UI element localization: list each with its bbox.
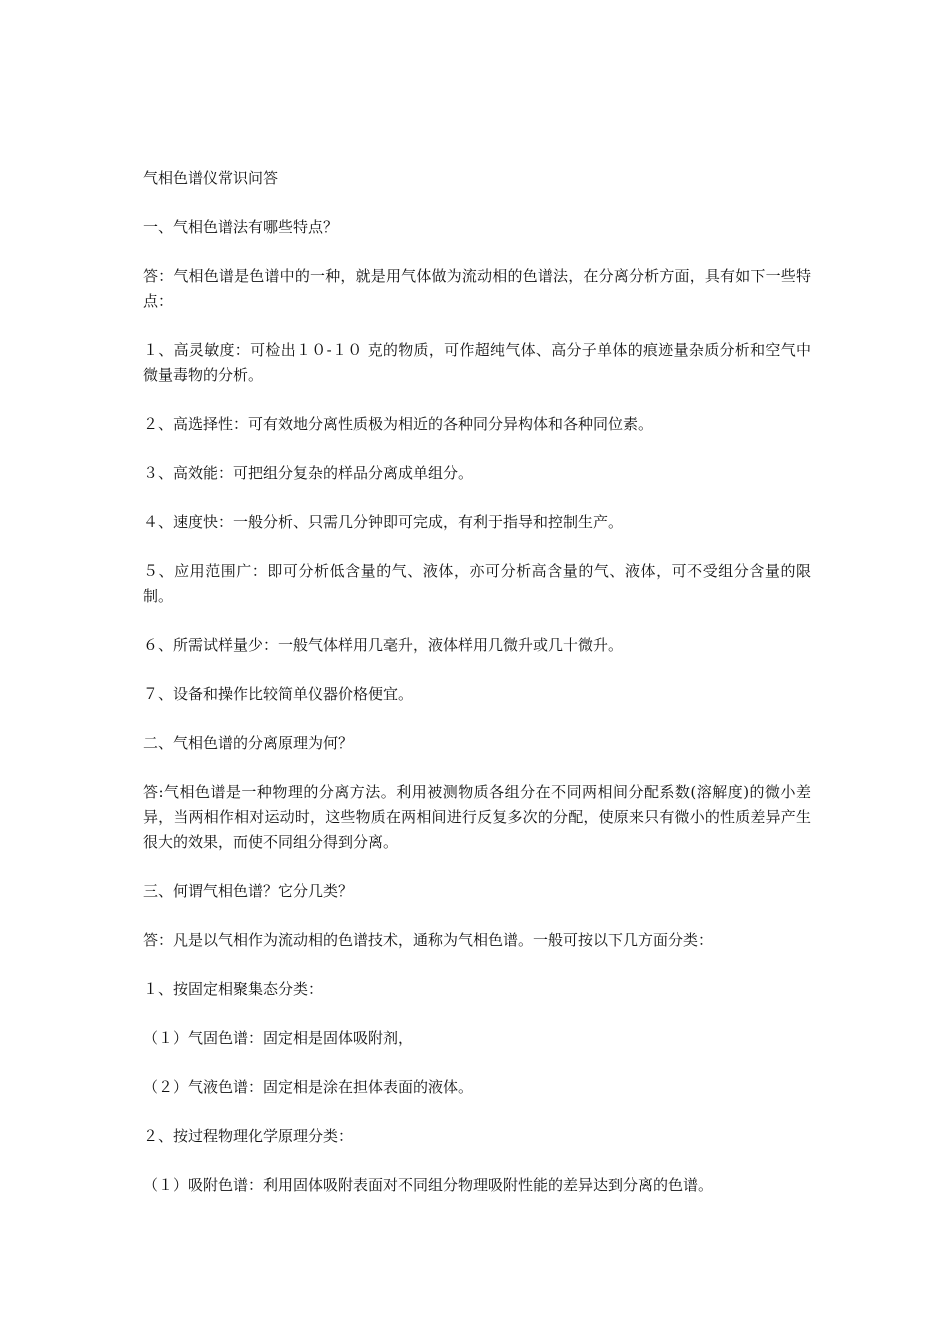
document-body [143, 166, 811, 1222]
feature-item-4: ４、速度快：一般分析、只需几分钟即可完成，有利于指导和控制生产。 [143, 513, 624, 531]
classification-item-2: ２、按过程物理化学原理分类： [143, 1127, 354, 1145]
document-title: 气相色谱仪常识问答 [143, 169, 279, 187]
feature-item-6: ６、所需试样量少：一般气体样用几毫升，液体样用几微升或几十微升。 [143, 636, 624, 654]
classification-item-1: １、按固定相聚集态分类： [143, 980, 324, 998]
question-heading-2: 二、气相色谱的分离原理为何？ [143, 734, 354, 752]
classification-subitem-2-1: （１）吸附色谱：利用固体吸附表面对不同组分物理吸附性能的差异达到分离的色谱。 [143, 1176, 714, 1194]
classification-subitem-1-2: （２）气液色谱：固定相是涂在担体表面的液体。 [143, 1078, 474, 1096]
classification-subitem-1-1: （１）气固色谱：固定相是固体吸附剂， [143, 1029, 414, 1047]
question-heading-3: 三、何谓气相色谱？它分几类？ [143, 882, 354, 900]
answer-paragraph-2: 答:气相色谱是一种物理的分离方法。利用被测物质各组分在不同两相间分配系数(溶解度)的微小差异，当两相作相对运动时，这些物质在两相间进行反复多次的分配，使原来只有微小的性质差异产生很大的效果，而使不同组分得到分离。 [143, 783, 811, 851]
feature-item-7: ７、设备和操作比较简单仪器价格便宜。 [143, 685, 414, 703]
feature-item-5: ５、应用范围广：即可分析低含量的气、液体，亦可分析高含量的气、液体，可不受组分含量的限制。 [143, 562, 811, 605]
feature-item-3: ３、高效能：可把组分复杂的样品分离成单组分。 [143, 464, 474, 482]
feature-item-2: ２、高选择性：可有效地分离性质极为相近的各种同分异构体和各种同位素。 [143, 415, 654, 433]
question-heading-1: 一、气相色谱法有哪些特点？ [143, 218, 339, 236]
feature-item-1: １、高灵敏度：可检出１０-１０ 克的物质，可作超纯气体、高分子单体的痕迹量杂质分析和空气中微量毒物的分析。 [143, 341, 811, 384]
answer-paragraph-3: 答：凡是以气相作为流动相的色谱技术，通称为气相色谱。一般可按以下几方面分类： [143, 931, 714, 949]
answer-paragraph-1: 答：气相色谱是色谱中的一种，就是用气体做为流动相的色谱法，在分离分析方面，具有如下一些特点： [143, 267, 811, 310]
